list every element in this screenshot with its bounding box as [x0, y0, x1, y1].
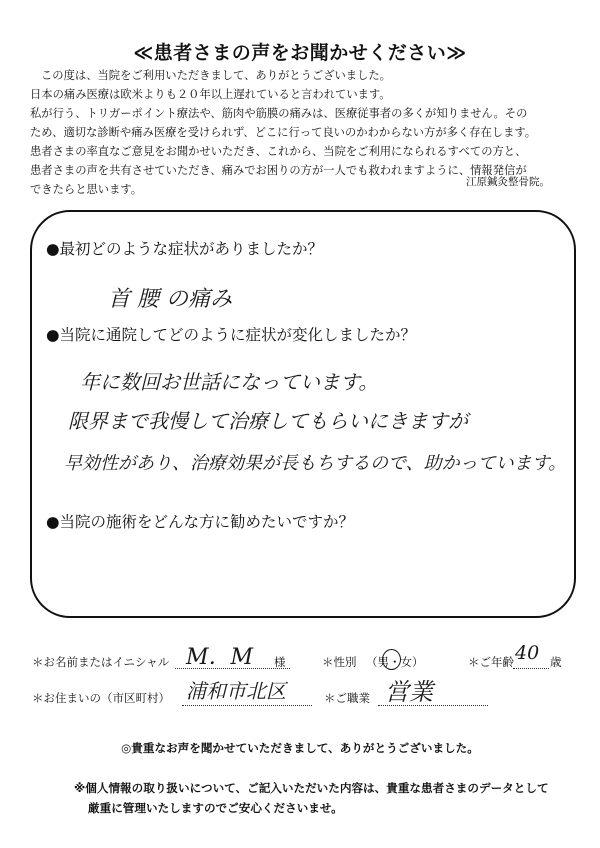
intro-line: 患者さまの声を共有させていただき、痛みでお困りの方が一人でも救われますように、情報発信が — [30, 164, 527, 177]
intro-line: 患者さまの率直なご意見をお聞かせいただき、これから、当院をご利用になられるすべての方と、 — [30, 145, 527, 158]
question-recommend: ●当院の施術をどんな方に勧めたいですか？ — [46, 513, 355, 531]
answer-initial-symptoms: 首 腰 の痛み — [108, 287, 232, 312]
sex-close: ） — [412, 655, 424, 669]
sex-label: ＊性別 — [322, 655, 357, 669]
job-label: ＊ご職業 — [324, 691, 370, 705]
intro-line: ため、適切な診断や痛み医療を受けられず、どこに行って良いのかわからない方が多く存在します。 — [30, 126, 537, 139]
age-value[interactable]: 40 — [515, 642, 540, 664]
sama-label: 様 — [274, 655, 286, 669]
intro-line: 日本の痛み医療は欧米よりも２０年以上遅れていると言われています。 — [30, 88, 391, 101]
job-value[interactable]: 営業 — [385, 678, 433, 706]
clinic-name: 江原鍼灸整骨院。 — [466, 176, 550, 188]
intro-line: できたらと思います。 — [30, 183, 143, 196]
answer-symptom-change-line: 早効性があり、治療効果が長もちするので、助かっています。 — [64, 453, 567, 474]
thanks-notice: ◎貴重なお声を聞かせていただきまして、ありがとうございました。 — [121, 741, 479, 755]
sex-open: （ — [366, 655, 378, 669]
page-title: ≪患者さまの声をお聞かせください≫ — [133, 42, 467, 64]
name-label: ＊お名前またはイニシャル — [32, 655, 170, 669]
answer-symptom-change-line: 年に数回お世話になっています。 — [80, 370, 379, 394]
address-line — [182, 705, 312, 706]
answer-symptom-change-line: 限界まで我慢して治療してもらいにきますが — [68, 409, 468, 433]
sex-selected-circle — [382, 649, 401, 670]
age-label: ＊ご年齢 — [468, 655, 514, 669]
age-line — [513, 668, 549, 669]
age-unit: 歳 — [550, 655, 562, 669]
privacy-notice — [74, 778, 574, 818]
sex-male[interactable]: 男 — [377, 655, 389, 669]
intro-line: 私が行う、トリガーポイント療法や、筋肉や筋膜の痛みは、医療従事者の多くが知りません。その — [30, 107, 528, 120]
address-label: ＊お住まいの（市区町村） — [32, 691, 170, 705]
sex-sep: ・ — [389, 655, 401, 669]
question-initial-symptoms: ●最初どのような症状がありましたか？ — [46, 240, 324, 258]
name-value[interactable]: M．M — [186, 645, 254, 670]
sex-female[interactable]: 女 — [400, 655, 412, 669]
privacy-line: 厳重に管理いたしますのでご安心くださいませ。 — [88, 801, 343, 815]
intro-line: この度は、当院をご利用いただきまして、ありがとうございました。 — [41, 69, 391, 82]
address-value[interactable]: 浦和市北区 — [186, 679, 286, 703]
privacy-line: ※個人情報の取り扱いについて、ご記入いただいた内容は、貴重な患者さまのデータとして — [74, 781, 549, 795]
question-symptom-change: ●当院に通院してどのように症状が変化しましたか？ — [46, 326, 417, 344]
